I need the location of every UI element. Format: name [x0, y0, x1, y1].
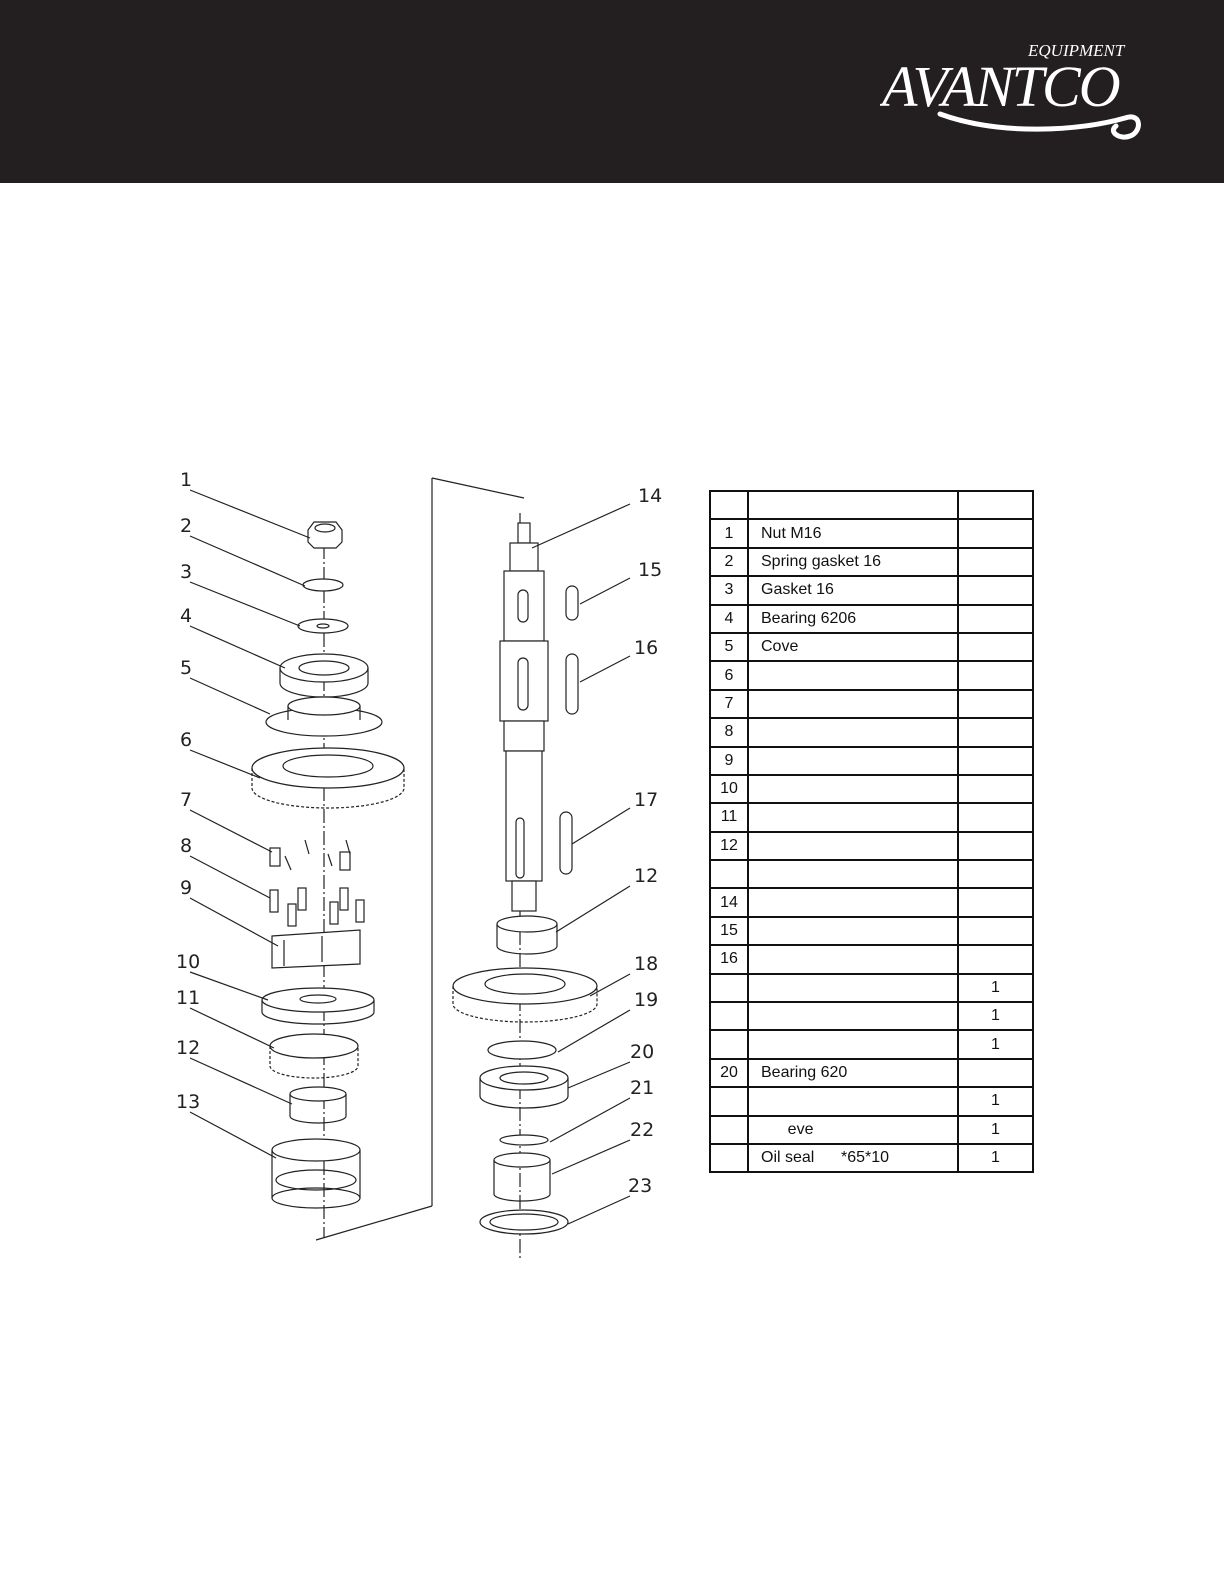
part-number-cell: 20: [710, 1059, 748, 1087]
bushing-right-part: [497, 916, 557, 954]
callout-20: 20: [630, 1041, 655, 1063]
part-qty-cell: [958, 917, 1033, 945]
table-row: [710, 1002, 1033, 1030]
callout-9: 9: [180, 877, 193, 899]
clutch-part: [272, 1139, 360, 1208]
part-qty-cell: [958, 661, 1033, 689]
callout-15: 15: [638, 559, 663, 581]
part-description-cell: [748, 945, 958, 973]
part-description-cell: [748, 718, 958, 746]
header-description: [748, 491, 958, 519]
part-number-cell: [710, 1030, 748, 1058]
table-row: [710, 576, 1033, 604]
table-row: [710, 747, 1033, 775]
table-row: [710, 1144, 1033, 1172]
part-qty-cell: 1: [958, 1116, 1033, 1144]
logo-brand-text: AVANTCO: [882, 54, 1119, 119]
part-number-cell: 6: [710, 661, 748, 689]
callout-11: 11: [176, 987, 201, 1009]
sleeve-22-part: [494, 1153, 550, 1201]
cover-part: [266, 697, 382, 736]
part-number-cell: [710, 1087, 748, 1115]
table-row: [710, 690, 1033, 718]
avantco-logo: [880, 36, 1145, 146]
part-description-cell: [748, 917, 958, 945]
part-description-cell: Oil seal *65*10: [748, 1144, 958, 1172]
callout-1: 1: [180, 469, 193, 491]
gear-18-part: [453, 968, 597, 1022]
table-row: [710, 633, 1033, 661]
gasket-19-part: [488, 1041, 556, 1059]
part-number-cell: 10: [710, 775, 748, 803]
callout-22: 22: [630, 1119, 655, 1141]
table-row: [710, 548, 1033, 576]
part-number-cell: 1: [710, 519, 748, 547]
part-qty-cell: [958, 576, 1033, 604]
part-description-cell: [748, 1087, 958, 1115]
part-qty-cell: [958, 747, 1033, 775]
callout-10: 10: [176, 951, 201, 973]
part-number-cell: 11: [710, 803, 748, 831]
table-row: [710, 945, 1033, 973]
part-description-cell: [748, 1002, 958, 1030]
part-qty-cell: [958, 633, 1033, 661]
exploded-parts-diagram: [160, 468, 700, 1268]
callout-19: 19: [634, 989, 659, 1011]
callout-7: 7: [180, 789, 193, 811]
clutch-hub-part: [272, 930, 360, 968]
callout-14: 14: [638, 485, 663, 507]
table-row: [710, 605, 1033, 633]
part-number-cell: 2: [710, 548, 748, 576]
table-row: [710, 718, 1033, 746]
part-description-cell: Cove: [748, 633, 958, 661]
wedges-part: [270, 840, 350, 870]
washer-part: [262, 988, 374, 1024]
part-description-cell: [748, 775, 958, 803]
part-description-cell: [748, 1030, 958, 1058]
ring-21-part: [500, 1135, 548, 1145]
key-15-part: [566, 586, 578, 620]
table-row: [710, 1087, 1033, 1115]
part-number-cell: 7: [710, 690, 748, 718]
part-number-cell: [710, 974, 748, 1002]
table-row: [710, 917, 1033, 945]
table-row: [710, 832, 1033, 860]
part-number-cell: [710, 1002, 748, 1030]
part-description-cell: [748, 747, 958, 775]
part-description-cell: [748, 803, 958, 831]
table-row: [710, 1059, 1033, 1087]
table-row: [710, 519, 1033, 547]
part-qty-cell: [958, 832, 1033, 860]
callout-2: 2: [180, 515, 193, 537]
callout-12-right: 12: [634, 865, 659, 887]
part-number-cell: 16: [710, 945, 748, 973]
part-qty-cell: 1: [958, 1087, 1033, 1115]
part-number-cell: 12: [710, 832, 748, 860]
callout-8: 8: [180, 835, 193, 857]
table-row: [710, 803, 1033, 831]
part-qty-cell: [958, 605, 1033, 633]
callout-4: 4: [180, 605, 193, 627]
parts-list-table: [709, 490, 1034, 1173]
page-header: [0, 0, 1224, 183]
callout-18: 18: [634, 953, 659, 975]
callout-13: 13: [176, 1091, 201, 1113]
part-number-cell: [710, 1144, 748, 1172]
callout-21: 21: [630, 1077, 655, 1099]
header-no: [710, 491, 748, 519]
part-number-cell: 8: [710, 718, 748, 746]
key-17-part: [560, 812, 572, 874]
part-qty-cell: [958, 888, 1033, 916]
callout-16: 16: [634, 637, 659, 659]
part-qty-cell: 1: [958, 1002, 1033, 1030]
bearing-20-part: [480, 1066, 568, 1108]
large-gear-part: [252, 748, 404, 808]
oil-seal-23-part: [480, 1210, 568, 1234]
part-number-cell: 4: [710, 605, 748, 633]
small-gear-part: [270, 1034, 358, 1078]
callout-5: 5: [180, 657, 193, 679]
part-number-cell: [710, 1116, 748, 1144]
table-row: [710, 860, 1033, 888]
header-qty: [958, 491, 1033, 519]
part-description-cell: Bearing 620: [748, 1059, 958, 1087]
parts-table-header-row: [710, 491, 1033, 519]
part-description-cell: [748, 661, 958, 689]
callout-3: 3: [180, 561, 193, 583]
part-description-cell: Gasket 16: [748, 576, 958, 604]
part-description-cell: Nut M16: [748, 519, 958, 547]
part-qty-cell: 1: [958, 974, 1033, 1002]
part-qty-cell: [958, 690, 1033, 718]
part-number-cell: 3: [710, 576, 748, 604]
table-row: [710, 775, 1033, 803]
part-qty-cell: 1: [958, 1030, 1033, 1058]
part-qty-cell: [958, 718, 1033, 746]
part-number-cell: 9: [710, 747, 748, 775]
table-row: [710, 1116, 1033, 1144]
table-row: [710, 1030, 1033, 1058]
table-row: [710, 974, 1033, 1002]
callout-23: 23: [628, 1175, 653, 1197]
main-shaft-part: [500, 523, 548, 911]
part-qty-cell: [958, 519, 1033, 547]
part-qty-cell: [958, 803, 1033, 831]
part-number-cell: 15: [710, 917, 748, 945]
table-row: [710, 661, 1033, 689]
callout-17: 17: [634, 789, 659, 811]
part-qty-cell: [958, 860, 1033, 888]
part-description-cell: eve: [748, 1116, 958, 1144]
part-description-cell: [748, 860, 958, 888]
part-number-cell: [710, 860, 748, 888]
part-description-cell: [748, 690, 958, 718]
part-description-cell: Bearing 6206: [748, 605, 958, 633]
part-qty-cell: [958, 775, 1033, 803]
key-16-part: [566, 654, 578, 714]
part-number-cell: 14: [710, 888, 748, 916]
logo-equipment-text: EQUIPMENT: [1028, 41, 1125, 60]
part-description-cell: [748, 832, 958, 860]
part-qty-cell: [958, 548, 1033, 576]
callout-6: 6: [180, 729, 193, 751]
spring-gasket-part: [303, 579, 343, 591]
part-qty-cell: [958, 945, 1033, 973]
part-description-cell: [748, 974, 958, 1002]
nut-part: [308, 522, 342, 548]
part-number-cell: 5: [710, 633, 748, 661]
part-qty-cell: [958, 1059, 1033, 1087]
pins-part: [270, 888, 364, 926]
part-description-cell: [748, 888, 958, 916]
part-qty-cell: 1: [958, 1144, 1033, 1172]
table-row: [710, 888, 1033, 916]
gasket-part: [298, 619, 348, 633]
part-description-cell: Spring gasket 16: [748, 548, 958, 576]
callout-12-left: 12: [176, 1037, 201, 1059]
bushing-part: [290, 1087, 346, 1123]
